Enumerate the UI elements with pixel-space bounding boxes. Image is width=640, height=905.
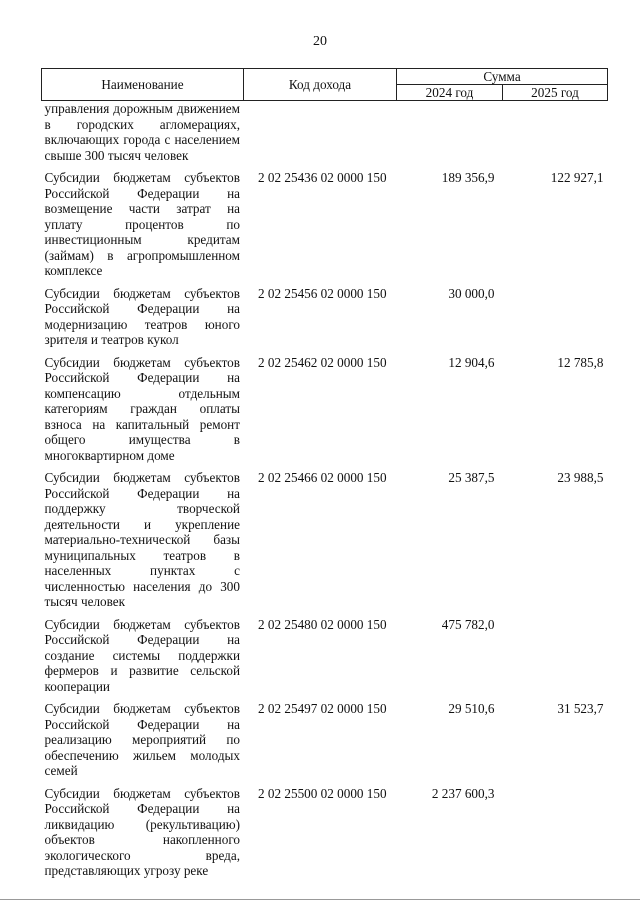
table-row [42,101,608,171]
table-row [42,470,608,617]
table-row [42,170,608,286]
row-code: 2 02 25466 02 0000 150 [258,470,387,485]
row-amount-2024: 2 237 600,3 [431,785,495,801]
row-amount-2025 [503,786,608,886]
row-amount-2024 [397,101,503,171]
row-name: Субсидии бюджетам субъектов Российской Федерации на компенсацию отдельным категориям граждан оплаты взноса на капитальный ремонт общего имущества в многоквартирном доме [44,354,240,463]
header-code: Код дохода [244,69,397,101]
row-amount-2024: 12 904,6 [448,354,495,370]
row-name: Субсидии бюджетам субъектов Российской Федерации на ликвидацию (рекультивацию) объектов накопленного экологического вреда, представляющих угрозу реке [44,785,240,878]
row-amount-2025: 12 785,8 [557,354,604,370]
row-amount-2024: 189 356,9 [441,170,495,185]
row-amount-2025: 31 523,7 [557,701,604,716]
row-code: 2 02 25480 02 0000 150 [258,616,387,632]
row-amount-2025: 23 988,5 [557,470,604,485]
table-row [42,701,608,786]
row-name: Субсидии бюджетам субъектов Российской Федерации на создание системы поддержки фермеров и развитие сельской кооперации [44,616,240,694]
table-body [42,101,608,886]
row-amount-2025 [503,617,608,702]
page-bottom-edge [0,899,640,900]
row-code [244,101,397,171]
row-name: Субсидии бюджетам субъектов Российской Федерации на реализацию мероприятий по обеспечению жильем молодых семей [44,701,240,778]
table-header [42,69,608,101]
table-row [42,786,608,886]
row-code: 2 02 25497 02 0000 150 [258,701,387,716]
row-amount-2025 [503,286,608,355]
table-row [42,617,608,702]
table-row [42,286,608,355]
row-amount-2024: 475 782,0 [441,616,495,632]
row-amount-2024: 30 000,0 [448,285,495,301]
row-amount-2024: 29 510,6 [448,701,495,716]
row-code: 2 02 25436 02 0000 150 [258,170,387,185]
row-name: Субсидии бюджетам субъектов Российской Федерации на возмещение части затрат на уплату процентов по инвестиционным кредитам (займам) в агропромышленном комплексе [44,170,240,278]
row-code: 2 02 25456 02 0000 150 [258,285,387,301]
row-code: 2 02 25462 02 0000 150 [258,354,387,370]
header-name: Наименование [42,69,244,101]
row-amount-2024: 25 387,5 [448,470,495,485]
header-sum: Сумма [397,69,608,85]
table-row [42,355,608,471]
row-amount-2025 [503,101,608,171]
row-name: управления дорожным движением в городских агломерациях, включающих города с населением свыше 300 тысяч человек [44,101,240,163]
row-name: Субсидии бюджетам субъектов Российской Федерации на модернизацию театров юного зрителя и театров кукол [44,285,240,347]
row-code: 2 02 25500 02 0000 150 [258,785,387,801]
row-name: Субсидии бюджетам субъектов Российской Федерации на поддержку творческой деятельности и укрепление материально-технической базы муниципальных театров в населенных пунктах с численностью населения до 300 тысяч человек [44,470,240,609]
header-year-2025: 2025 год [503,85,608,101]
revenue-table [41,68,608,886]
header-year-2024: 2024 год [397,85,503,101]
row-amount-2025: 122 927,1 [550,170,604,185]
page-number: 20 [313,34,327,49]
